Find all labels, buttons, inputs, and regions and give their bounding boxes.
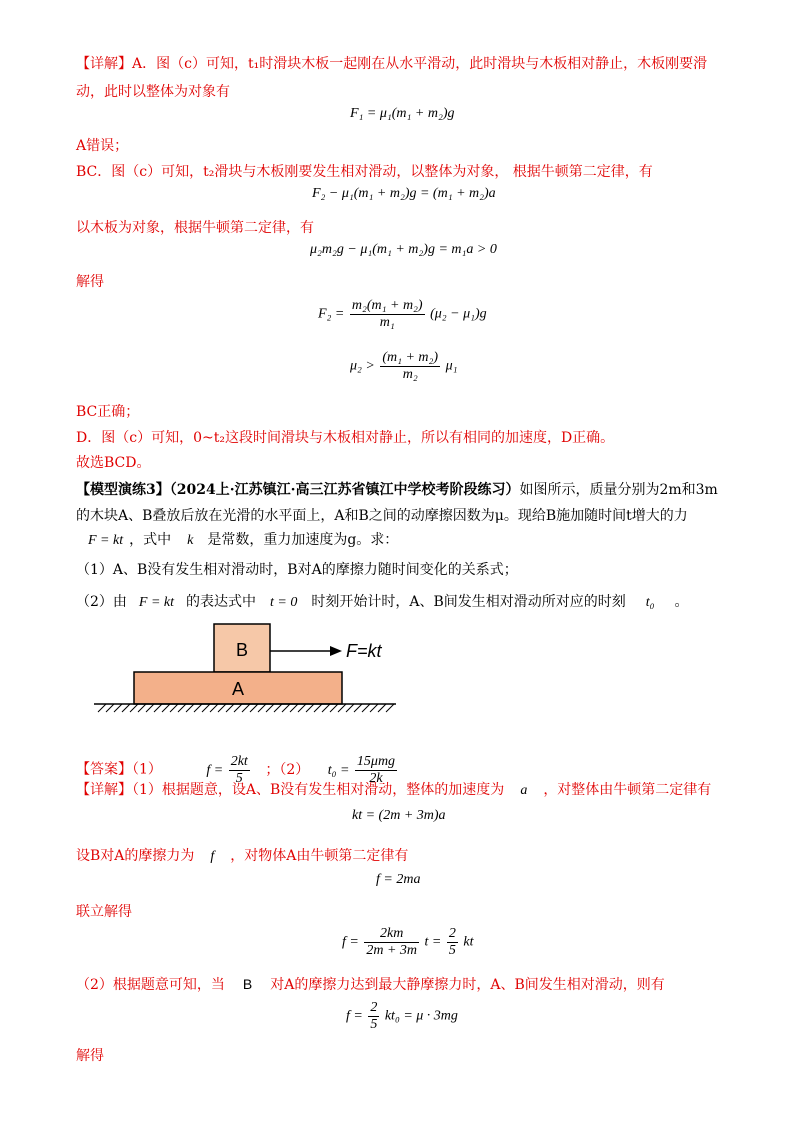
answer-line: 【答案】（1） f = $\frac{2kt}{5}$ ；（2） t₀ = $\frac{\text{15μmg}}{2k}$ xyxy=(76,754,399,787)
choose-answer: 故选BCD。 xyxy=(76,455,151,471)
detail-line-1: 【详解】A．图（c）可知，t₁时滑块木板一起刚在从水平滑动，此时滑块与木板相对静止，木板刚要滑 xyxy=(76,56,708,72)
combine-solve-label: 联立解得 xyxy=(76,904,132,920)
detail2-line-1: 【详解】（1）根据题意，设A、B没有发生相对滑动，整体的加速度为 a ，对整体由牛顿第二定律有 xyxy=(76,782,712,798)
question-1: （1）A、B没有发生相对滑动时，B对A的摩擦力随时间变化的关系式； xyxy=(76,562,518,578)
d-analysis-line: D．图（c）可知，0~t₂这段时间滑块与木板相对静止，所以有相同的加速度，D正确。 xyxy=(76,430,615,446)
block-a-label: A xyxy=(231,679,245,699)
equation-mu2: μ₂ > $\frac{\text{(m₁ + m₂)}}{\text{m₂}}$ μ₁ xyxy=(350,350,458,382)
problem-line-1: 【模型演练3】（2024上·江苏镇江·高三江苏省镇江中学校考阶段练习）如图所示，质量分别为2m和3m xyxy=(76,482,718,498)
problem-line-2: 的木块A、B叠放后放在光滑的水平面上，A和B之间的动摩擦因数为μ。现给B施加随时间t增大的力 xyxy=(76,508,688,524)
equation-max-friction: f = $\frac{2}{5}$ kt₀ = μ · 3mg xyxy=(346,1000,458,1032)
problem-line-3: F = kt ，式中 k 是常数，重力加速度为g。求： xyxy=(88,532,399,548)
equation-board: μ₂m₂g − μ₁(m₁ + m₂)g = m₁a > 0 xyxy=(310,242,497,257)
solve-label-2: 解得 xyxy=(76,1048,104,1064)
block-b-label: B xyxy=(235,640,249,660)
force-arrowhead xyxy=(330,646,342,656)
equation-f-result: f = $\frac{2km}{2m + 3m}$ t = $\frac{2}{5}$ kt xyxy=(342,926,474,958)
board-analysis-line: 以木板为对象，根据牛顿第二定律，有 xyxy=(76,220,314,236)
equation-kt: kt = (2m + 3m)a xyxy=(352,808,446,823)
problem-title: 【模型演练3】（2024上·江苏镇江·高三江苏省镇江中学校考阶段练习） xyxy=(76,482,520,498)
question-2: （2）由 F = kt 的表达式中 t = 0 时刻开始计时，A、B间发生相对滑动所对应的时刻 t₀ 。 xyxy=(76,594,689,610)
answer-f: f = $\frac{2kt}{5}$ xyxy=(206,754,248,786)
bc-analysis-line: BC．图（c）可知，t₂滑块与木板刚要发生相对滑动，以整体为对象， 根据牛顿第二定律，有 xyxy=(76,164,653,180)
answer-t0: t₀ = $\frac{\text{15μmg}}{2k}$ xyxy=(327,754,396,786)
solve-label: 解得 xyxy=(76,274,104,290)
detail2-line-2: 设B对A的摩擦力为 f ，对物体A由牛顿第二定律有 xyxy=(76,848,409,864)
ground-hatching xyxy=(98,704,394,712)
a-wrong-text: A错误； xyxy=(76,138,129,154)
equation-f2: F₂ = $\frac{\text{m₂(m₁ + m₂)}}{\text{m₁}}$ (μ₂ − μ₁)g xyxy=(318,298,487,330)
force-label: F=kt xyxy=(346,641,382,661)
bc-correct-text: BC正确； xyxy=(76,404,140,420)
detail-line-2: 动，此时以整体为对象有 xyxy=(76,84,230,100)
detail2-line-3: （2）根据题意可知，当 B 对A的摩擦力达到最大静摩擦力时，A、B间发生相对滑动，则有 xyxy=(76,976,665,993)
equation-f1: F₁ = μ₁(m₁ + m₂)g xyxy=(350,106,455,121)
equation-f-2ma: f = 2ma xyxy=(376,872,421,887)
blocks-figure xyxy=(90,618,410,728)
equation-whole: F₂ − μ₁(m₁ + m₂)g = (m₁ + m₂)a xyxy=(312,186,496,201)
